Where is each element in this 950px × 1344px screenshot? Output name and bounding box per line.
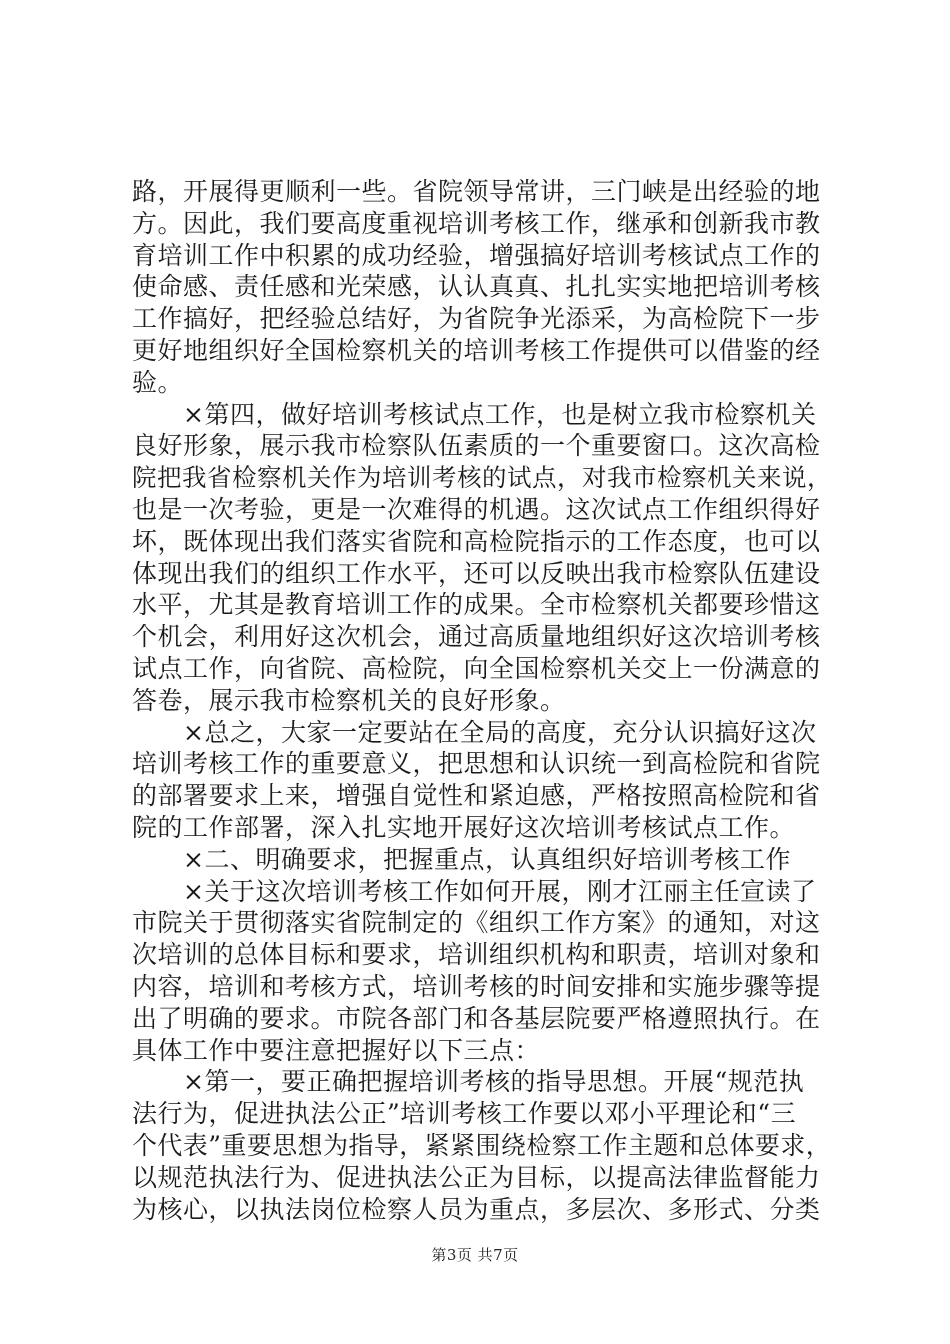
text-line: 路，开展得更顺利一些。省院领导常讲，三门峡是出经验的地	[132, 177, 821, 206]
text-line: 具体工作中要注意把握好以下三点：	[132, 1035, 541, 1065]
text-line: ×第一，要正确把握培训考核的指导思想。开展“规范执	[132, 1067, 805, 1097]
text-line: 答卷，展示我市检察机关的良好形象。	[132, 685, 566, 715]
text-line: 内容，培训和考核方式，培训考核的时间安排和实施步骤等提	[132, 971, 821, 1001]
text-line: 育培训工作中积累的成功经验，增强搞好培训考核试点工作的	[132, 240, 821, 270]
page-footer: 第3页 共7页	[431, 1246, 519, 1264]
text-line: 法行为，促进执法公正”培训考核工作要以邓小平理论和“三	[132, 1099, 797, 1129]
text-line: 院的工作部署，深入扎实地开展好这次培训考核试点工作。	[132, 812, 796, 842]
text-line: 体现出我们的组织工作水平，还可以反映出我市检察队伍建设	[132, 558, 821, 588]
text-line: 坏，既体现出我们落实省院和高检院指示的工作态度，也可以	[132, 526, 821, 556]
text-line: ×总之，大家一定要站在全局的高度，充分认识搞好这次	[132, 717, 817, 747]
text-line: 个代表”重要思想为指导，紧紧围绕检察工作主题和总体要求，	[132, 1130, 832, 1160]
text-line: 市院关于贯彻落实省院制定的《组织工作方案》的通知，对这	[132, 908, 821, 938]
text-line: 院把我省检察机关作为培训考核的试点，对我市检察机关来说，	[132, 463, 832, 493]
text-line: 方。因此，我们要高度重视培训考核工作，继承和创新我市教	[132, 208, 821, 238]
text-line: 的部署要求上来，增强自觉性和紧迫感，严格按照高检院和省	[132, 781, 821, 811]
text-line: 培训考核工作的重要意义，把思想和认识统一到高检院和省院	[132, 749, 821, 779]
text-line: 试点工作，向省院、高检院，向全国检察机关交上一份满意的	[132, 653, 821, 683]
text-line: 以规范执法行为、促进执法公正为目标，以提高法律监督能力	[132, 1162, 821, 1192]
text-line: 也是一次考验，更是一次难得的机遇。这次试点工作组织得好	[132, 494, 821, 524]
text-line: 更好地组织好全国检察机关的培训考核工作提供可以借鉴的经	[132, 335, 821, 365]
text-line: 良好形象，展示我市检察队伍素质的一个重要窗口。这次高检	[132, 431, 821, 461]
text-line: 个机会，利用好这次机会，通过高质量地组织好这次培训考核	[132, 622, 821, 652]
text-line: 出了明确的要求。市院各部门和各基层院要严格遵照执行。在	[132, 1003, 821, 1033]
text-line: 工作搞好，把经验总结好，为省院争光添采，为高检院下一步	[132, 304, 821, 334]
text-line: 为核心，以执法岗位检察人员为重点，多层次、多形式、分类	[132, 1194, 821, 1224]
text-line: ×关于这次培训考核工作如何开展，刚才江丽主任宣读了	[132, 876, 817, 906]
text-line: 次培训的总体目标和要求，培训组织机构和职责，培训对象和	[132, 940, 821, 970]
text-line: 使命感、责任感和光荣感，认认真真、扎扎实实地把培训考核	[132, 272, 821, 302]
text-line: ×第四，做好培训考核试点工作，也是树立我市检察机关	[132, 399, 817, 429]
body-text	[132, 176, 832, 1225]
text-line: 验。	[132, 367, 184, 397]
text-line: ×二、明确要求，把握重点，认真组织好培训考核工作	[132, 844, 791, 874]
text-line: 水平，尤其是教育培训工作的成果。全市检察机关都要珍惜这	[132, 590, 821, 620]
